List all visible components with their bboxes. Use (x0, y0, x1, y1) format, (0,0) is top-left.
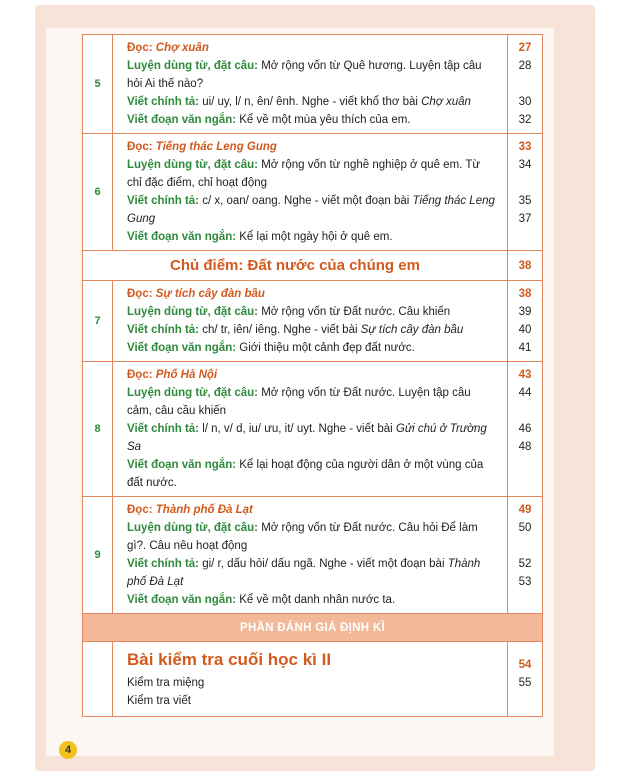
line-text: Mở rộng vốn từ Đất nước. Câu khiến (258, 306, 451, 318)
unit-row (83, 281, 542, 362)
unit-number: 6 (83, 134, 113, 250)
page-number: 46 (518, 423, 532, 435)
line-label: Viết đoạn văn ngắn: (127, 114, 237, 126)
page-number: 48 (518, 441, 532, 453)
line-label: Viết đoạn văn ngắn: (127, 594, 237, 606)
read-label: Đọc: (127, 42, 153, 54)
line-label: Luyện dùng từ, đặt câu: (127, 387, 258, 399)
line-text: Kể lại một ngày hội ở quê em. (236, 231, 393, 243)
page-number: 50 (518, 522, 532, 534)
line-text: Mở rộng vốn từ nghề nghiệp ở quê em. Từ chỉ đặc điểm, chỉ hoạt động (127, 159, 481, 189)
page-number: 28 (518, 60, 532, 72)
line-label: Viết đoạn văn ngắn: (127, 231, 237, 243)
unit-row (83, 35, 542, 134)
read-label: Đọc: (127, 141, 153, 153)
page-number: 35 (518, 195, 532, 207)
page-number: 52 (518, 558, 532, 570)
page-number: 53 (518, 576, 532, 588)
line-text: c/ x, oan/ oang. Nghe - viết một đoạn bài (199, 195, 413, 207)
assessment-header (83, 614, 542, 642)
unit-row (83, 497, 542, 614)
line-text: l/ n, v/ d, iu/ ưu, it/ uyt. Nghe - viết bài (199, 423, 396, 435)
line-italic: Tiếng thác Leng Gung (127, 195, 495, 225)
read-label: Đọc: (127, 288, 153, 300)
unit-content (113, 35, 508, 133)
line-text: ui/ uy, l/ n, ên/ ênh. Nghe - viết khổ thơ bài (199, 96, 422, 108)
line-label: Viết chính tả: (127, 423, 199, 435)
read-title: Tiếng thác Leng Gung (155, 141, 277, 153)
page-number: 27 (518, 42, 532, 54)
table-of-contents (82, 34, 543, 717)
exam-title: Bài kiểm tra cuối học kì II (127, 650, 332, 669)
line-label: Viết đoạn văn ngắn: (127, 459, 237, 471)
page-column (508, 281, 542, 361)
page-column (508, 362, 542, 496)
theme-title: Chủ điểm: Đất nước của chúng em (83, 251, 508, 280)
unit-content (113, 134, 508, 250)
exam-page-column (508, 642, 542, 716)
line-italic: Sự tích cây đàn bầu (360, 324, 464, 336)
page-number: 41 (518, 342, 532, 354)
line-label: Viết chính tả: (127, 324, 199, 336)
page-number: 44 (518, 387, 532, 399)
exam-item: Kiểm tra viết (127, 695, 191, 707)
exam-item: Kiểm tra miệng (127, 677, 205, 689)
unit-row (83, 362, 542, 497)
theme-row (83, 251, 542, 281)
exam-row (83, 642, 542, 716)
line-text: gi/ r, dấu hỏi/ dấu ngã. Nghe - viết một đoạn bài (199, 558, 448, 570)
theme-page: 38 (518, 259, 532, 272)
page-number: 33 (518, 141, 532, 153)
read-title: Phố Hà Nội (155, 369, 218, 381)
page-number: 34 (518, 159, 532, 171)
read-label: Đọc: (127, 369, 153, 381)
line-text: ch/ tr, iên/ iêng. Nghe - viết bài (199, 324, 361, 336)
page-column (508, 35, 542, 133)
read-title: Sự tích cây đàn bầu (155, 288, 265, 300)
page-number: 38 (518, 288, 532, 300)
unit-number: 5 (83, 35, 113, 133)
line-italic: Gửi chú ở Trường Sa (127, 423, 487, 453)
read-title: Chợ xuân (155, 42, 209, 54)
unit-content (113, 362, 508, 496)
unit-content (113, 497, 508, 613)
unit-number: 9 (83, 497, 113, 613)
page-number: 37 (518, 213, 532, 225)
line-italic: Thành phố Đà Lạt (127, 558, 481, 588)
line-text: Mở rộng vốn từ Đất nước. Câu hỏi Để làm gì?. Câu nêu hoạt động (127, 522, 478, 552)
page-number-badge: 4 (59, 741, 77, 759)
line-label: Viết đoạn văn ngắn: (127, 342, 237, 354)
line-italic: Chợ xuân (421, 96, 471, 108)
read-title: Thành phố Đà Lạt (155, 504, 253, 516)
line-text: Kể về một mùa yêu thích của em. (236, 114, 411, 126)
line-label: Luyện dùng từ, đặt câu: (127, 522, 258, 534)
page-number: 40 (518, 324, 532, 336)
unit-content (113, 281, 508, 361)
page-number: 39 (518, 306, 532, 318)
line-label: Luyện dùng từ, đặt câu: (127, 306, 258, 318)
line-label: Viết chính tả: (127, 195, 199, 207)
unit-row (83, 134, 542, 251)
line-label: Viết chính tả: (127, 96, 199, 108)
page-column (508, 497, 542, 613)
line-text: Giới thiệu một cảnh đẹp đất nước. (236, 342, 415, 354)
line-text: Mở rộng vốn từ Quê hương. Luyện tập câu hỏi Ai thế nào? (127, 60, 482, 90)
line-text: Mở rộng vốn từ Đất nước. Luyện tập câu cảm, câu cầu khiến (127, 387, 471, 417)
unit-number: 8 (83, 362, 113, 496)
unit-number: 7 (83, 281, 113, 361)
read-label: Đọc: (127, 504, 153, 516)
page-column (508, 134, 542, 250)
page-number: 54 (518, 659, 532, 671)
page-number: 55 (518, 677, 532, 689)
page-number: 32 (518, 114, 532, 126)
page-number: 43 (518, 369, 532, 381)
line-label: Viết chính tả: (127, 558, 199, 570)
exam-number-cell (83, 642, 113, 716)
exam-content (113, 642, 508, 716)
line-label: Luyện dùng từ, đặt câu: (127, 60, 258, 72)
line-text: Kể lại hoạt động của người dân ở một vùng của đất nước. (127, 459, 484, 489)
line-text: Kể về một danh nhân nước ta. (236, 594, 396, 606)
line-label: Luyện dùng từ, đặt câu: (127, 159, 258, 171)
page-number: 49 (518, 504, 532, 516)
assessment-title: PHẦN ĐÁNH GIÁ ĐỊNH KÌ (240, 621, 385, 634)
page-number: 30 (518, 96, 532, 108)
